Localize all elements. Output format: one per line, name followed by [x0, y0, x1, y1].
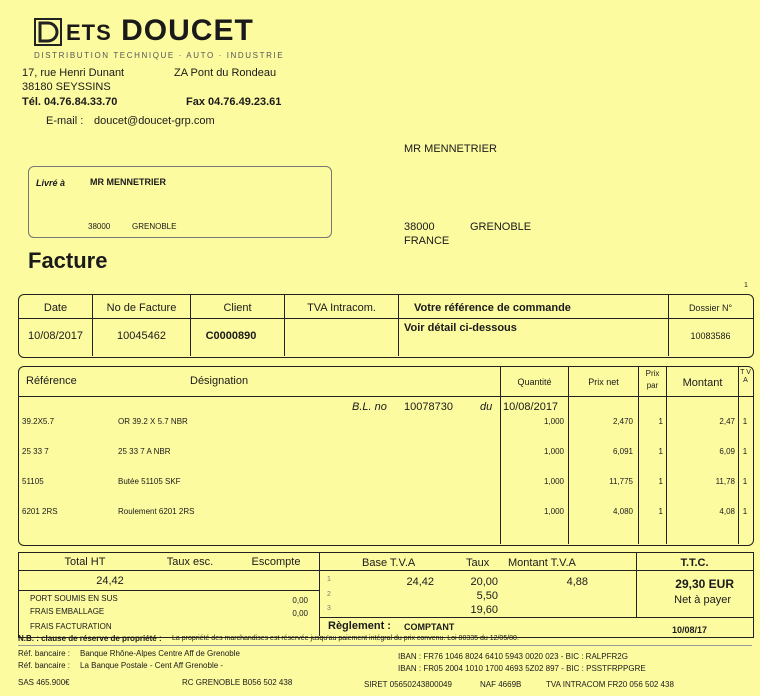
vat-row-index-3: 3: [327, 605, 331, 612]
order-ref-value: Voir détail ci-dessous: [404, 322, 517, 334]
header-date-label: Date: [43, 302, 68, 314]
header-tva-label: TVA Intracom.: [307, 302, 376, 314]
retention-clause-label: N.B. : clause de réserve de propriété :: [18, 634, 162, 643]
bank1-label: Réf. bancaire :: [18, 649, 71, 658]
line-reference: 25 33 7: [22, 447, 49, 456]
col-reference-label: Référence: [26, 375, 77, 387]
company-address-line2: 38180 SEYSSINS: [22, 81, 111, 93]
bank1-name: Banque Rhône-Alpes Centre Aff de Grenoble: [80, 649, 240, 658]
vat-rate-1: 20,00: [470, 576, 498, 588]
line-price-per: 1: [658, 477, 663, 486]
line-tva-code: 1: [742, 447, 748, 456]
vat-rate-3: 19,60: [470, 604, 498, 616]
company-siret: SIRET 05650243800049: [364, 680, 452, 689]
col-quantity-label: Quantité: [517, 377, 552, 387]
line-tva-code: 1: [742, 417, 748, 426]
payment-terms-label: Règlement :: [328, 620, 391, 632]
company-name-ets: ETS: [66, 20, 112, 45]
line-designation: 25 33 7 A NBR: [118, 447, 171, 456]
company-address-line1: 17, rue Henri Dunant: [22, 67, 125, 79]
company-capital: SAS 465.900€: [18, 678, 70, 687]
line-amount: 6,09: [719, 447, 735, 456]
page-number: 1: [744, 282, 748, 289]
line-quantity: 1,000: [543, 447, 564, 456]
vat-rate-label: Taux: [466, 557, 490, 569]
line-price-per: 1: [658, 507, 663, 516]
shipping-label: PORT SOUMIS EN SUS: [30, 594, 118, 603]
delivery-note-date: 10/08/2017: [503, 401, 559, 413]
line-designation: Butée 51105 SKF: [118, 477, 181, 486]
bank2-label: Réf. bancaire :: [18, 661, 71, 670]
delivery-note-label: B.L. no: [352, 401, 387, 413]
vat-row-index-1: 1: [327, 576, 331, 583]
bank2-name: La Banque Postale - Cent Aff Grenoble -: [80, 661, 224, 670]
line-price-per: 1: [658, 447, 663, 456]
billing-postcode: 38000: [404, 221, 435, 233]
company-rc: RC GRENOBLE B056 502 438: [182, 678, 293, 687]
invoice-number: 10045462: [117, 330, 166, 342]
company-email-label: E-mail :: [46, 115, 84, 127]
ttc-label: T.T.C.: [680, 557, 709, 569]
header-order-ref-label: Votre référence de commande: [414, 302, 571, 314]
shipping-value: 0,00: [292, 596, 308, 605]
line-reference: 39.2X5.7: [22, 417, 55, 426]
line-amount: 2,47: [719, 417, 735, 426]
col-amount-label: Montant: [682, 377, 723, 389]
header-invoice-no-label: No de Facture: [106, 302, 177, 314]
invoice-lines-table: [18, 366, 754, 546]
packaging-label: FRAIS EMBALLAGE: [30, 607, 105, 616]
line-tva-code: 1: [742, 477, 748, 486]
vat-amount-1: 4,88: [566, 576, 588, 588]
bank1-iban: IBAN : FR76 1046 8024 6410 5943 0020 023 - BIC : RALPFR2G: [398, 652, 628, 661]
col-price-per-label-2: par: [646, 381, 659, 390]
client-code: C0000890: [205, 330, 257, 342]
header-dossier-label: Dossier N°: [688, 303, 733, 313]
company-phone: Tél. 04.76.84.33.70: [22, 96, 118, 108]
line-reference: 6201 2RS: [22, 507, 58, 516]
delivery-note-du: du: [480, 401, 493, 413]
company-name-main: DOUCET: [121, 14, 254, 47]
vat-base-label: Base T.V.A: [362, 557, 416, 569]
line-price-per: 1: [658, 417, 663, 426]
vat-base-1: 24,42: [406, 576, 434, 588]
line-quantity: 1,000: [543, 477, 564, 486]
vat-row-index-2: 2: [327, 591, 331, 598]
col-designation-label: Désignation: [190, 375, 249, 387]
bank2-iban: IBAN : FR05 2004 1010 1700 4693 5Z02 897 - BIC : PSSTFRPPGRE: [398, 664, 646, 673]
billing-country: FRANCE: [404, 235, 450, 247]
billing-city: GRENOBLE: [470, 221, 532, 233]
company-email: doucet@doucet-grp.com: [94, 115, 215, 127]
document-title: Facture: [28, 248, 108, 273]
company-naf: NAF 4669B: [480, 680, 522, 689]
payment-terms-value: COMPTANT: [404, 622, 455, 632]
total-ht-label: Total HT: [64, 556, 106, 568]
header-client-label: Client: [223, 302, 252, 314]
delivery-name: MR MENNETRIER: [90, 177, 166, 187]
company-tagline: DISTRIBUTION TECHNIQUE · AUTO · INDUSTRIE: [34, 51, 285, 60]
line-quantity: 1,000: [543, 417, 564, 426]
vat-amount-label: Montant T.V.A: [508, 557, 576, 569]
line-net-price: 6,091: [612, 447, 633, 456]
company-logo-icon: [34, 18, 62, 46]
line-net-price: 2,470: [612, 417, 633, 426]
due-date: 10/08/17: [672, 625, 708, 635]
ttc-amount: 29,30 EUR: [675, 577, 734, 591]
delivery-note-number: 10078730: [404, 401, 453, 413]
col-price-per-label-1: Prix: [645, 369, 660, 378]
dossier-number: 10083586: [690, 331, 731, 341]
delivery-postcode: 38000: [88, 222, 111, 231]
line-quantity: 1,000: [543, 507, 564, 516]
discount-label: Escompte: [251, 556, 301, 568]
invoice-date: 10/08/2017: [27, 330, 84, 342]
col-net-price-label: Prix net: [588, 377, 619, 387]
line-amount: 11,78: [715, 477, 735, 486]
line-tva-code: 1: [742, 507, 748, 516]
net-to-pay-label: Net à payer: [674, 594, 731, 606]
company-address-zone: ZA Pont du Rondeau: [174, 67, 277, 79]
line-designation: Roulement 6201 2RS: [118, 507, 195, 516]
billing-name: MR MENNETRIER: [404, 143, 497, 155]
line-net-price: 4,080: [612, 507, 633, 516]
line-reference: 51105: [22, 477, 44, 486]
retention-clause-text: La propriété des marchandises est réservée jusqu'au paiement intégral du prix convenu. Loi 80335 du 12/05/80.: [172, 635, 519, 642]
delivery-city: GRENOBLE: [132, 222, 177, 231]
packaging-value: 0,00: [292, 609, 308, 618]
company-fax: Fax 04.76.49.23.61: [186, 96, 282, 108]
line-amount: 4,08: [719, 507, 735, 516]
col-tva-label: T V A: [740, 369, 751, 384]
delivery-box: [28, 166, 332, 238]
invoicing-fee-label: FRAIS FACTURATION: [30, 622, 112, 631]
discount-rate-label: Taux esc.: [166, 556, 214, 568]
line-net-price: 11,775: [609, 477, 633, 486]
vat-rate-2: 5,50: [476, 590, 498, 602]
line-designation: OR 39.2 X 5.7 NBR: [118, 417, 188, 426]
company-vat-intracom: TVA INTRACOM FR20 056 502 438: [546, 680, 674, 689]
delivery-label: Livré à: [36, 178, 66, 188]
total-ht-value: 24,42: [96, 575, 124, 587]
